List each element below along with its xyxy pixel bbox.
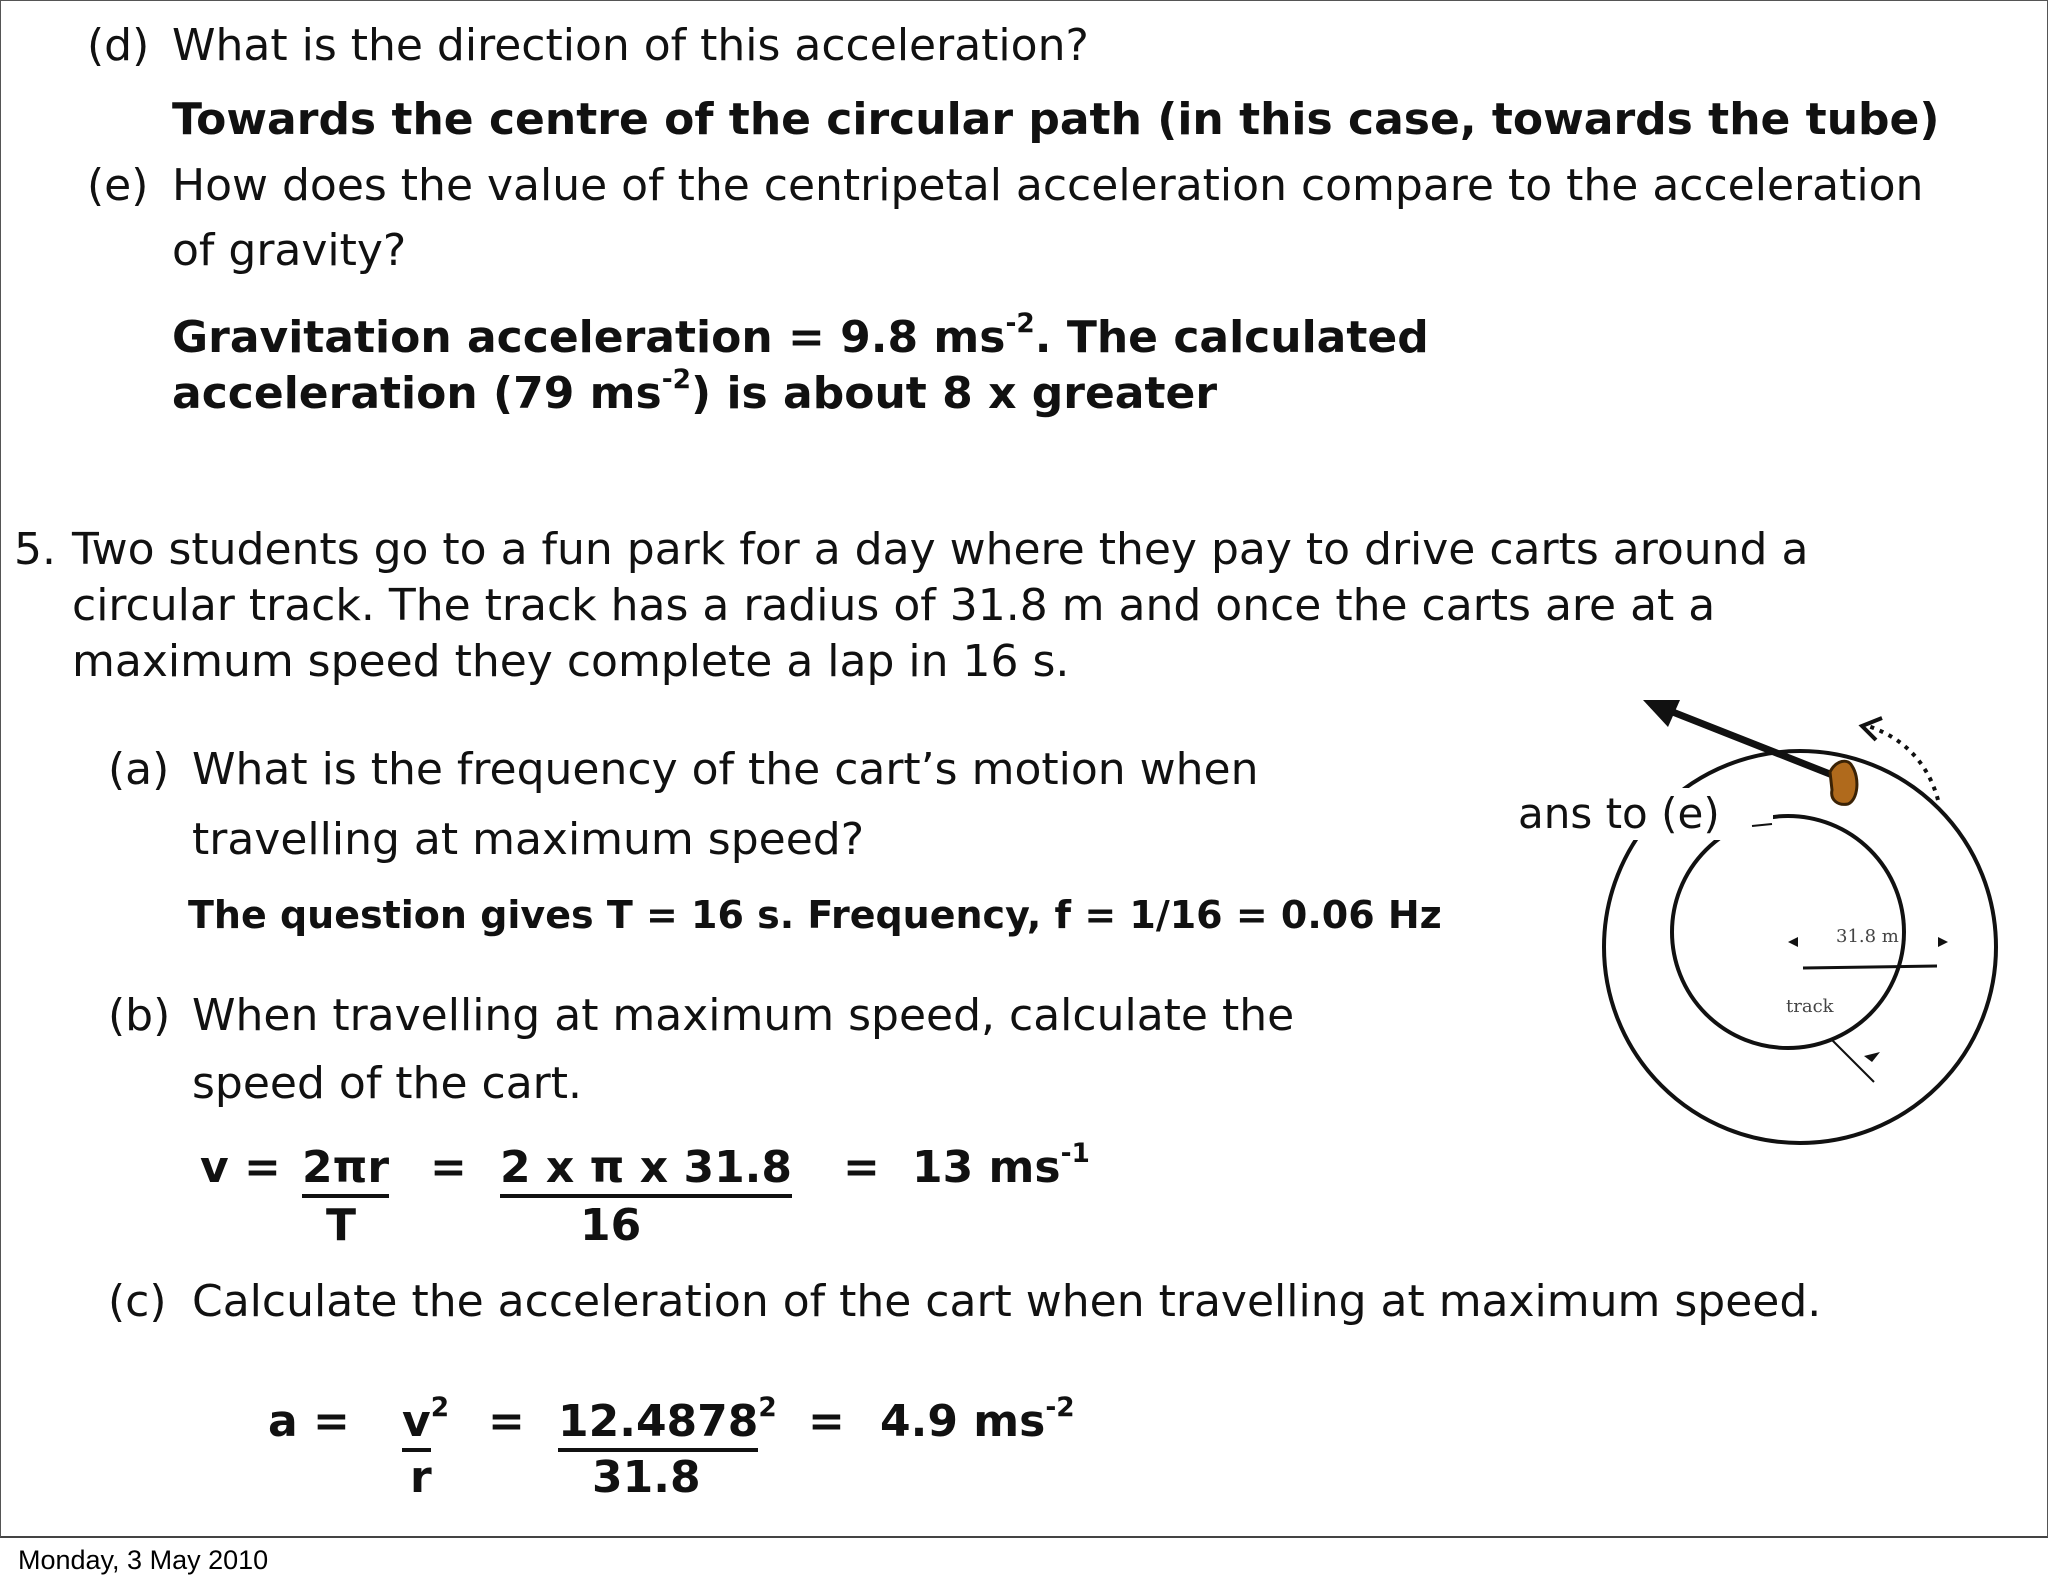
q5-b-label: (b) bbox=[108, 990, 171, 1041]
q5-intro-line2: circular track. The track has a radius of 31.8 m and once the carts are at a bbox=[72, 580, 1716, 631]
accel-formula-num2: 12.4878$^2$ bbox=[558, 1400, 777, 1444]
q5-a-label: (a) bbox=[108, 744, 170, 795]
accel-formula-den1: r bbox=[410, 1452, 432, 1503]
radius-line bbox=[1803, 966, 1937, 968]
q5-a-question-line2: travelling at maximum speed? bbox=[192, 814, 865, 865]
speed-formula-result: 13 $ms^{-1}$ bbox=[912, 1137, 1090, 1193]
q5-intro-line3: maximum speed they complete a lap in 16 s. bbox=[72, 636, 1070, 687]
q5-c-label: (c) bbox=[108, 1276, 167, 1327]
motion-direction-arc bbox=[1868, 726, 1938, 800]
accel-formula-result: 4.9 $ms^{-2}$ bbox=[880, 1391, 1075, 1447]
circular-track-diagram bbox=[1500, 690, 2020, 1170]
q4-d-question: What is the direction of this acceleration? bbox=[172, 20, 1089, 71]
accel-formula-den2: 31.8 bbox=[592, 1452, 701, 1503]
annotation-ans-to-e: ans to (e) bbox=[1518, 789, 1720, 838]
speed-formula-eq2: = bbox=[843, 1142, 880, 1193]
q5-intro-line1: Two students go to a fun park for a day where they pay to drive carts around a bbox=[72, 524, 1809, 575]
accel-formula-eq1: = bbox=[488, 1396, 525, 1447]
q5-c-question: Calculate the acceleration of the cart when travelling at maximum speed. bbox=[192, 1276, 1822, 1327]
q4-e-question-line1: How does the value of the centripetal acceleration compare to the acceleration bbox=[172, 160, 1924, 211]
accel-formula-eq2: = bbox=[808, 1396, 845, 1447]
q5-b-question-line2: speed of the cart. bbox=[192, 1058, 582, 1109]
accel-formula-num1: $v^2$ bbox=[402, 1400, 449, 1444]
q5-b-question-line1: When travelling at maximum speed, calculate the bbox=[192, 990, 1295, 1041]
q4-e-label: (e) bbox=[87, 160, 149, 211]
speed-formula-lhs: v = bbox=[200, 1142, 281, 1193]
q4-d-label: (d) bbox=[87, 20, 150, 71]
q4-e-answer-line2: acceleration (79 $ms^{-2}$) is about 8 x greater bbox=[172, 363, 1218, 419]
radius-left-arrow-icon bbox=[1788, 937, 1798, 947]
track-label: track bbox=[1786, 996, 1834, 1017]
radius-label: 31.8 m bbox=[1836, 926, 1899, 947]
speed-formula-eq1: = bbox=[430, 1142, 467, 1193]
track-width-arrow-icon bbox=[1864, 1052, 1880, 1062]
q4-e-question-line2: of gravity? bbox=[172, 225, 407, 276]
q5-number: 5. bbox=[14, 524, 56, 575]
cart-icon bbox=[1830, 761, 1857, 804]
footer-date: Monday, 3 May 2010 bbox=[18, 1545, 269, 1575]
q4-d-answer: Towards the centre of the circular path (in this case, towards the tube) bbox=[172, 94, 1940, 145]
speed-formula-den1: T bbox=[326, 1200, 357, 1251]
accel-formula-lhs: a = bbox=[268, 1396, 350, 1447]
q5-a-answer: The question gives T = 16 s. Frequency, f = 1/16 = 0.06 Hz bbox=[188, 893, 1442, 937]
q4-e-answer-line1: Gravitation acceleration = 9.8 $ms^{-2}$. The calculated bbox=[172, 307, 1429, 363]
radius-right-arrow-icon bbox=[1938, 937, 1948, 947]
velocity-arrow-line bbox=[1660, 707, 1840, 778]
track-width-line bbox=[1832, 1040, 1874, 1082]
speed-formula-num2: 2 x π x 31.8 bbox=[500, 1146, 792, 1190]
speed-formula-den2: 16 bbox=[580, 1200, 642, 1251]
speed-formula-num1: 2πr bbox=[302, 1146, 389, 1190]
q5-a-question-line1: What is the frequency of the cart’s motion when bbox=[192, 744, 1259, 795]
